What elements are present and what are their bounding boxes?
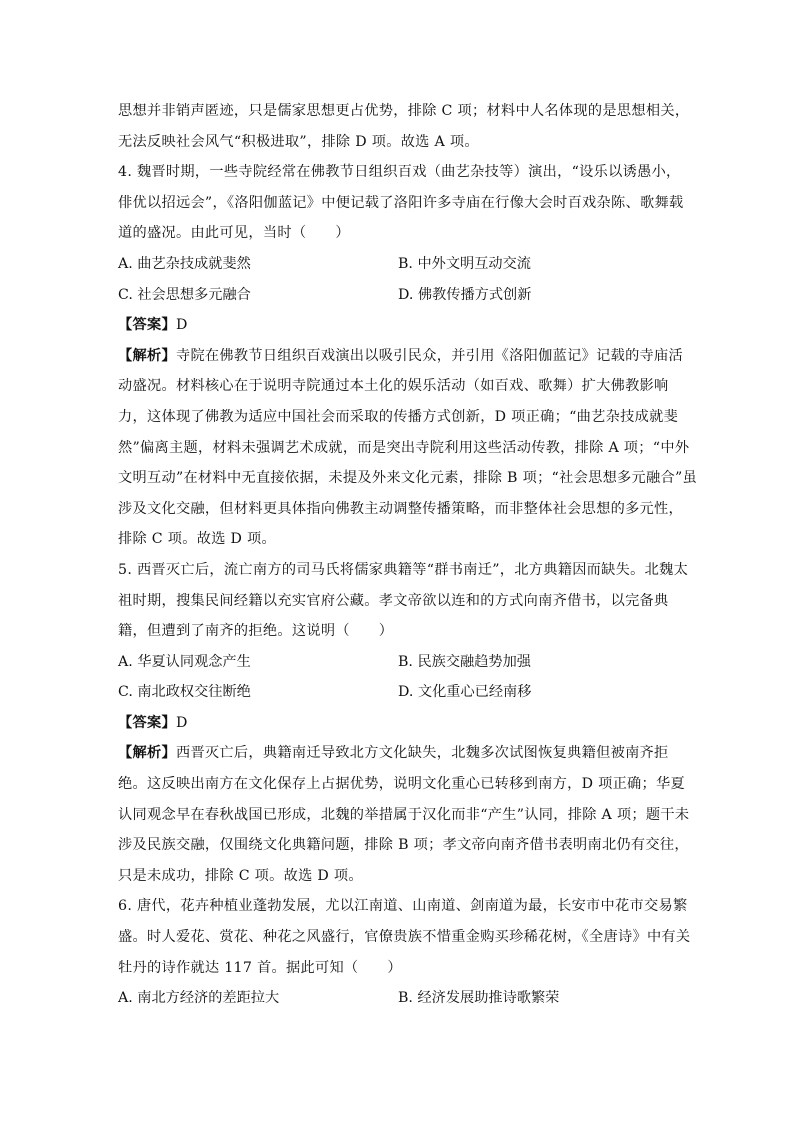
option-a: A. 南北方经济的差距拉大 xyxy=(118,990,280,1007)
answer-tag: 【答案】 xyxy=(118,714,176,731)
answer-line xyxy=(118,708,678,739)
analysis-line: 绝。这反映出南方在文化保存上占据优势，说明文化重心已转移到南方，D 项正确；华夏 xyxy=(118,776,686,793)
options-row xyxy=(118,677,678,708)
analysis-tag: 【解析】 xyxy=(118,347,176,364)
analysis-text: 寺院在佛教节日组织百戏演出以吸引民众，并引用《洛阳伽蓝记》记载的寺庙活 xyxy=(175,347,684,364)
answer-line xyxy=(118,310,678,341)
question-stem-line: 4. 魏晋时期，一些寺院经常在佛教节日组织百戏（曲艺杂技等）演出，“设乐以诱愚小， xyxy=(118,164,681,181)
analysis-line: 涉及民族交融，仅围绕文化典籍问题，排除 B 项；孝文帝向南齐借书表明南北仍有交往， xyxy=(118,837,689,854)
option-b: B. 中外文明互动交流 xyxy=(398,255,531,272)
question-stem-line: 5. 西晋灭亡后，流亡南方的司马氏将儒家典籍等“群书南迁”，北方典籍因而缺失。北魏太 xyxy=(118,561,689,578)
question-6 xyxy=(118,891,691,1013)
analysis-line: 排除 C 项。故选 D 项。 xyxy=(118,531,276,548)
analysis-tag: 【解析】 xyxy=(118,745,176,762)
options-row xyxy=(118,983,678,1014)
analysis-line: 动盛况。材料核心在于说明寺院通过本土化的娱乐活动（如百戏、歌舞）扩大佛教影响 xyxy=(118,378,669,395)
question-5 xyxy=(118,555,690,892)
question-stem-line: 籍，但遭到了南齐的拒绝。这说明（ ） xyxy=(118,623,394,640)
analysis-line xyxy=(118,738,678,769)
document-page xyxy=(118,96,698,1014)
analysis-line: 力，这体现了佛教为适应中国社会而采取的传播方式创新，D 项正确；“曲艺杂技成就斐 xyxy=(118,408,679,425)
question-stem-line: 俳优以招远会”，《洛阳伽蓝记》中便记载了洛阳许多寺庙在行像大会时百戏杂陈、歌舞载 xyxy=(118,194,684,211)
option-c: C. 南北政权交往断绝 xyxy=(118,684,251,701)
option-b: B. 民族交融趋势加强 xyxy=(398,653,531,670)
analysis-line: 涉及文化交融，但材料更具体指向佛教主动调整传播策略，而非整体社会思想的多元性， xyxy=(118,500,684,517)
option-c: C. 社会思想多元融合 xyxy=(118,286,251,303)
question-stem-line: 6. 唐代，花卉种植业蓬勃发展，尤以江南道、山南道、剑南道为最，长安市中花市交易繁 xyxy=(118,898,688,915)
analysis-text: 西晋灭亡后，典籍南迁导致北方文化缺失，北魏多次试图恢复典籍但被南齐拒 xyxy=(175,745,669,762)
analysis-line: 然”偏离主题，材料未强调艺术成就，而是突出寺院利用这些活动传教，排除 A 项；“中外 xyxy=(118,439,690,456)
options-row xyxy=(118,280,678,311)
answer-tag: 【答案】 xyxy=(118,317,176,334)
analysis-line: 只是未成功，排除 C 项。故选 D 项。 xyxy=(118,867,363,884)
analysis-line: 文明互动”在材料中无直接依据，未提及外来文化元素，排除 B 项；“社会思想多元融合”虽 xyxy=(118,470,698,487)
question-stem-line: 祖时期，搜集民间经籍以充实官府公藏。孝文帝欲以连和的方式向南齐借书，以完备典 xyxy=(118,592,669,609)
options-row xyxy=(118,249,678,280)
analysis-line xyxy=(118,341,684,372)
options-row xyxy=(118,647,678,678)
question-stem-line: 道的盛况。由此可见，当时（ ） xyxy=(118,225,350,242)
question-stem-line: 牡丹的诗作就达 117 首。据此可知（ ） xyxy=(118,959,402,976)
option-d: D. 佛教传播方式创新 xyxy=(398,286,532,303)
prev-analysis-line: 无法反映社会风气“积极进取”，排除 D 项。故选 A 项。 xyxy=(118,133,479,150)
option-d: D. 文化重心已经南移 xyxy=(398,684,532,701)
answer-value: D xyxy=(175,317,188,334)
option-b: B. 经济发展助推诗歌繁荣 xyxy=(398,990,560,1007)
option-a: A. 曲艺杂技成就斐然 xyxy=(118,255,251,272)
analysis-line: 认同观念早在春秋战国已形成，北魏的举措属于汉化而非“产生”认同，排除 A 项；题干未 xyxy=(118,806,690,823)
option-a: A. 华夏认同观念产生 xyxy=(118,653,251,670)
question-stem-line: 盛。时人爱花、赏花、种花之风盛行，官僚贵族不惜重金购买珍稀花树，《全唐诗》中有关 xyxy=(118,929,691,946)
prev-analysis-line: 思想并非销声匿迹，只是儒家思想更占优势，排除 C 项；材料中人名体现的是思想相关， xyxy=(118,103,690,119)
answer-value: D xyxy=(175,714,188,731)
question-4 xyxy=(118,157,698,555)
